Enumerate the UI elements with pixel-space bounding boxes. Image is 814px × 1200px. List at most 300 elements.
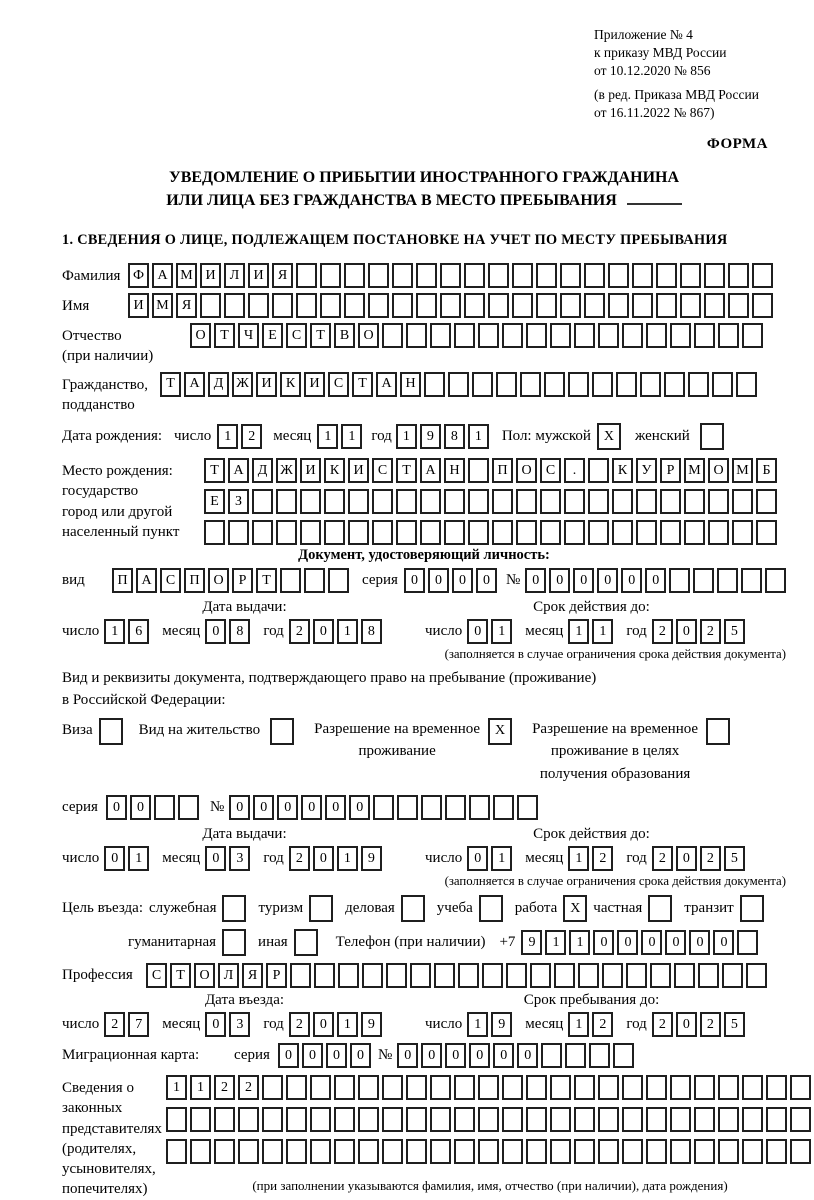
- char-cell[interactable]: 0: [349, 795, 370, 820]
- char-cell[interactable]: Ф: [128, 263, 149, 288]
- char-cell[interactable]: [632, 293, 653, 318]
- char-cell[interactable]: [632, 263, 653, 288]
- char-cell[interactable]: [420, 489, 441, 514]
- char-cell[interactable]: З: [228, 489, 249, 514]
- char-cell[interactable]: А: [152, 263, 173, 288]
- char-cell[interactable]: 0: [313, 619, 334, 644]
- char-cell[interactable]: Я: [242, 963, 263, 988]
- char-cell[interactable]: М: [732, 458, 753, 483]
- char-cell[interactable]: [372, 520, 393, 545]
- char-cell[interactable]: [622, 1107, 643, 1132]
- char-cell[interactable]: [766, 1107, 787, 1132]
- char-cell[interactable]: [396, 489, 417, 514]
- char-cell[interactable]: [742, 323, 763, 348]
- char-cell[interactable]: 0: [205, 846, 226, 871]
- char-cell[interactable]: [530, 963, 551, 988]
- char-cell[interactable]: [670, 323, 691, 348]
- char-cell[interactable]: [742, 1075, 763, 1100]
- purpose-work-checkbox[interactable]: X: [563, 895, 587, 922]
- char-cell[interactable]: [746, 963, 767, 988]
- char-cell[interactable]: [540, 520, 561, 545]
- char-cell[interactable]: 0: [106, 795, 127, 820]
- char-cell[interactable]: [454, 1139, 475, 1164]
- char-cell[interactable]: [214, 1107, 235, 1132]
- char-cell[interactable]: [612, 520, 633, 545]
- purpose-private-checkbox[interactable]: [648, 895, 672, 922]
- char-cell[interactable]: [392, 293, 413, 318]
- char-cell[interactable]: И: [304, 372, 325, 397]
- char-cell[interactable]: 8: [444, 424, 465, 449]
- char-cell[interactable]: 2: [289, 846, 310, 871]
- char-cell[interactable]: [430, 323, 451, 348]
- char-cell[interactable]: 0: [278, 1043, 299, 1068]
- char-cell[interactable]: 0: [229, 795, 250, 820]
- char-cell[interactable]: [502, 1075, 523, 1100]
- char-cell[interactable]: [397, 795, 418, 820]
- char-cell[interactable]: [584, 293, 605, 318]
- char-cell[interactable]: 1: [396, 424, 417, 449]
- temp-residence-checkbox[interactable]: X: [488, 718, 512, 745]
- char-cell[interactable]: М: [152, 293, 173, 318]
- char-cell[interactable]: [694, 1107, 715, 1132]
- char-cell[interactable]: [516, 520, 537, 545]
- char-cell[interactable]: Т: [256, 568, 277, 593]
- char-cell[interactable]: [478, 1075, 499, 1100]
- char-cell[interactable]: [526, 1075, 547, 1100]
- char-cell[interactable]: А: [136, 568, 157, 593]
- char-cell[interactable]: [406, 1139, 427, 1164]
- char-cell[interactable]: [656, 263, 677, 288]
- char-cell[interactable]: 2: [652, 1012, 673, 1037]
- char-cell[interactable]: [694, 323, 715, 348]
- char-cell[interactable]: [290, 963, 311, 988]
- char-cell[interactable]: [640, 372, 661, 397]
- char-cell[interactable]: [328, 568, 349, 593]
- char-cell[interactable]: М: [684, 458, 705, 483]
- char-cell[interactable]: [224, 293, 245, 318]
- char-cell[interactable]: 9: [491, 1012, 512, 1037]
- char-cell[interactable]: [790, 1075, 811, 1100]
- char-cell[interactable]: [286, 1107, 307, 1132]
- char-cell[interactable]: [358, 1075, 379, 1100]
- char-cell[interactable]: Т: [214, 323, 235, 348]
- char-cell[interactable]: [544, 372, 565, 397]
- char-cell[interactable]: [708, 489, 729, 514]
- char-cell[interactable]: 9: [361, 846, 382, 871]
- char-cell[interactable]: 3: [229, 1012, 250, 1037]
- char-cell[interactable]: 0: [641, 930, 662, 955]
- char-cell[interactable]: 2: [104, 1012, 125, 1037]
- sex-male-checkbox[interactable]: X: [597, 423, 621, 450]
- char-cell[interactable]: [564, 489, 585, 514]
- char-cell[interactable]: [372, 489, 393, 514]
- char-cell[interactable]: [482, 963, 503, 988]
- char-cell[interactable]: [554, 963, 575, 988]
- char-cell[interactable]: [694, 1139, 715, 1164]
- residence-permit-checkbox[interactable]: [270, 718, 294, 745]
- char-cell[interactable]: [718, 323, 739, 348]
- char-cell[interactable]: [765, 568, 786, 593]
- char-cell[interactable]: 0: [428, 568, 449, 593]
- char-cell[interactable]: [178, 795, 199, 820]
- char-cell[interactable]: Ч: [238, 323, 259, 348]
- char-cell[interactable]: [478, 1139, 499, 1164]
- char-cell[interactable]: 2: [238, 1075, 259, 1100]
- char-cell[interactable]: [742, 1139, 763, 1164]
- char-cell[interactable]: [310, 1107, 331, 1132]
- char-cell[interactable]: [488, 293, 509, 318]
- char-cell[interactable]: О: [708, 458, 729, 483]
- char-cell[interactable]: [756, 520, 777, 545]
- purpose-humanitarian-checkbox[interactable]: [222, 929, 246, 956]
- char-cell[interactable]: С: [372, 458, 393, 483]
- char-cell[interactable]: [430, 1139, 451, 1164]
- char-cell[interactable]: Н: [400, 372, 421, 397]
- char-cell[interactable]: [190, 1139, 211, 1164]
- char-cell[interactable]: 0: [313, 1012, 334, 1037]
- char-cell[interactable]: [588, 458, 609, 483]
- char-cell[interactable]: [314, 963, 335, 988]
- char-cell[interactable]: 0: [467, 846, 488, 871]
- char-cell[interactable]: [362, 963, 383, 988]
- char-cell[interactable]: [752, 263, 773, 288]
- char-cell[interactable]: Е: [262, 323, 283, 348]
- char-cell[interactable]: [526, 1139, 547, 1164]
- char-cell[interactable]: [565, 1043, 586, 1068]
- char-cell[interactable]: [502, 1139, 523, 1164]
- char-cell[interactable]: [646, 1139, 667, 1164]
- char-cell[interactable]: 0: [397, 1043, 418, 1068]
- char-cell[interactable]: 3: [229, 846, 250, 871]
- char-cell[interactable]: [448, 372, 469, 397]
- char-cell[interactable]: 2: [652, 619, 673, 644]
- char-cell[interactable]: [722, 963, 743, 988]
- char-cell[interactable]: [550, 1075, 571, 1100]
- visa-checkbox[interactable]: [99, 718, 123, 745]
- char-cell[interactable]: [502, 1107, 523, 1132]
- char-cell[interactable]: [622, 1139, 643, 1164]
- char-cell[interactable]: 0: [350, 1043, 371, 1068]
- char-cell[interactable]: О: [516, 458, 537, 483]
- char-cell[interactable]: К: [612, 458, 633, 483]
- char-cell[interactable]: 0: [302, 1043, 323, 1068]
- char-cell[interactable]: [238, 1107, 259, 1132]
- char-cell[interactable]: 1: [491, 619, 512, 644]
- char-cell[interactable]: [348, 520, 369, 545]
- char-cell[interactable]: [424, 372, 445, 397]
- char-cell[interactable]: 0: [573, 568, 594, 593]
- char-cell[interactable]: Л: [224, 263, 245, 288]
- char-cell[interactable]: [612, 489, 633, 514]
- char-cell[interactable]: 0: [645, 568, 666, 593]
- char-cell[interactable]: [248, 293, 269, 318]
- char-cell[interactable]: 5: [724, 846, 745, 871]
- char-cell[interactable]: И: [256, 372, 277, 397]
- char-cell[interactable]: 0: [313, 846, 334, 871]
- char-cell[interactable]: 2: [700, 846, 721, 871]
- char-cell[interactable]: [344, 293, 365, 318]
- char-cell[interactable]: [728, 293, 749, 318]
- char-cell[interactable]: 7: [128, 1012, 149, 1037]
- char-cell[interactable]: [756, 489, 777, 514]
- char-cell[interactable]: Н: [444, 458, 465, 483]
- char-cell[interactable]: [560, 263, 581, 288]
- char-cell[interactable]: 0: [617, 930, 638, 955]
- char-cell[interactable]: Р: [660, 458, 681, 483]
- char-cell[interactable]: 0: [130, 795, 151, 820]
- char-cell[interactable]: П: [184, 568, 205, 593]
- char-cell[interactable]: [656, 293, 677, 318]
- char-cell[interactable]: [670, 1139, 691, 1164]
- char-cell[interactable]: 1: [568, 846, 589, 871]
- char-cell[interactable]: [430, 1107, 451, 1132]
- char-cell[interactable]: 9: [361, 1012, 382, 1037]
- char-cell[interactable]: [536, 263, 557, 288]
- char-cell[interactable]: 2: [700, 1012, 721, 1037]
- char-cell[interactable]: 8: [229, 619, 250, 644]
- char-cell[interactable]: [406, 1107, 427, 1132]
- char-cell[interactable]: [454, 323, 475, 348]
- char-cell[interactable]: [588, 489, 609, 514]
- char-cell[interactable]: 0: [525, 568, 546, 593]
- char-cell[interactable]: [382, 1107, 403, 1132]
- char-cell[interactable]: [704, 293, 725, 318]
- char-cell[interactable]: [493, 795, 514, 820]
- char-cell[interactable]: [766, 1075, 787, 1100]
- char-cell[interactable]: 1: [190, 1075, 211, 1100]
- char-cell[interactable]: 0: [277, 795, 298, 820]
- char-cell[interactable]: Е: [204, 489, 225, 514]
- char-cell[interactable]: [526, 323, 547, 348]
- char-cell[interactable]: [613, 1043, 634, 1068]
- char-cell[interactable]: [416, 293, 437, 318]
- char-cell[interactable]: И: [128, 293, 149, 318]
- char-cell[interactable]: [200, 293, 221, 318]
- char-cell[interactable]: [272, 293, 293, 318]
- char-cell[interactable]: 1: [468, 424, 489, 449]
- char-cell[interactable]: [502, 323, 523, 348]
- char-cell[interactable]: [204, 520, 225, 545]
- char-cell[interactable]: [334, 1075, 355, 1100]
- char-cell[interactable]: 0: [452, 568, 473, 593]
- char-cell[interactable]: 0: [713, 930, 734, 955]
- char-cell[interactable]: [320, 293, 341, 318]
- char-cell[interactable]: 0: [593, 930, 614, 955]
- char-cell[interactable]: [492, 520, 513, 545]
- char-cell[interactable]: 0: [665, 930, 686, 955]
- temp-residence-education-checkbox[interactable]: [706, 718, 730, 745]
- char-cell[interactable]: 0: [404, 568, 425, 593]
- char-cell[interactable]: 0: [621, 568, 642, 593]
- char-cell[interactable]: 1: [128, 846, 149, 871]
- purpose-other-checkbox[interactable]: [294, 929, 318, 956]
- char-cell[interactable]: [708, 520, 729, 545]
- char-cell[interactable]: [262, 1107, 283, 1132]
- char-cell[interactable]: О: [358, 323, 379, 348]
- char-cell[interactable]: Ж: [232, 372, 253, 397]
- char-cell[interactable]: [560, 293, 581, 318]
- char-cell[interactable]: [646, 323, 667, 348]
- char-cell[interactable]: [368, 263, 389, 288]
- char-cell[interactable]: [732, 489, 753, 514]
- char-cell[interactable]: [421, 795, 442, 820]
- char-cell[interactable]: [458, 963, 479, 988]
- char-cell[interactable]: [445, 795, 466, 820]
- char-cell[interactable]: А: [420, 458, 441, 483]
- char-cell[interactable]: [324, 489, 345, 514]
- char-cell[interactable]: [440, 293, 461, 318]
- char-cell[interactable]: [680, 293, 701, 318]
- char-cell[interactable]: [300, 489, 321, 514]
- char-cell[interactable]: [602, 963, 623, 988]
- char-cell[interactable]: [646, 1075, 667, 1100]
- char-cell[interactable]: Д: [252, 458, 273, 483]
- char-cell[interactable]: [516, 489, 537, 514]
- char-cell[interactable]: О: [190, 323, 211, 348]
- char-cell[interactable]: [684, 520, 705, 545]
- purpose-transit-checkbox[interactable]: [740, 895, 764, 922]
- char-cell[interactable]: [496, 372, 517, 397]
- char-cell[interactable]: 1: [545, 930, 566, 955]
- char-cell[interactable]: [228, 520, 249, 545]
- char-cell[interactable]: [420, 520, 441, 545]
- char-cell[interactable]: [598, 1139, 619, 1164]
- char-cell[interactable]: [492, 489, 513, 514]
- char-cell[interactable]: [214, 1139, 235, 1164]
- char-cell[interactable]: 1: [337, 1012, 358, 1037]
- char-cell[interactable]: 0: [597, 568, 618, 593]
- char-cell[interactable]: 9: [521, 930, 542, 955]
- char-cell[interactable]: Я: [176, 293, 197, 318]
- char-cell[interactable]: [238, 1139, 259, 1164]
- char-cell[interactable]: 0: [467, 619, 488, 644]
- char-cell[interactable]: [276, 489, 297, 514]
- char-cell[interactable]: [386, 963, 407, 988]
- char-cell[interactable]: [540, 489, 561, 514]
- char-cell[interactable]: 0: [469, 1043, 490, 1068]
- char-cell[interactable]: [732, 520, 753, 545]
- char-cell[interactable]: [464, 293, 485, 318]
- char-cell[interactable]: [286, 1075, 307, 1100]
- char-cell[interactable]: 0: [301, 795, 322, 820]
- char-cell[interactable]: 0: [517, 1043, 538, 1068]
- char-cell[interactable]: 0: [676, 1012, 697, 1037]
- char-cell[interactable]: [406, 1075, 427, 1100]
- char-cell[interactable]: П: [112, 568, 133, 593]
- char-cell[interactable]: 1: [491, 846, 512, 871]
- char-cell[interactable]: А: [376, 372, 397, 397]
- char-cell[interactable]: [698, 963, 719, 988]
- char-cell[interactable]: [592, 372, 613, 397]
- char-cell[interactable]: [252, 520, 273, 545]
- char-cell[interactable]: [488, 263, 509, 288]
- char-cell[interactable]: [166, 1139, 187, 1164]
- char-cell[interactable]: [712, 372, 733, 397]
- char-cell[interactable]: [550, 323, 571, 348]
- char-cell[interactable]: [334, 1107, 355, 1132]
- char-cell[interactable]: Л: [218, 963, 239, 988]
- char-cell[interactable]: И: [300, 458, 321, 483]
- char-cell[interactable]: [636, 520, 657, 545]
- char-cell[interactable]: [434, 963, 455, 988]
- char-cell[interactable]: С: [160, 568, 181, 593]
- char-cell[interactable]: 0: [326, 1043, 347, 1068]
- char-cell[interactable]: [688, 372, 709, 397]
- char-cell[interactable]: [670, 1075, 691, 1100]
- char-cell[interactable]: П: [492, 458, 513, 483]
- char-cell[interactable]: [454, 1107, 475, 1132]
- char-cell[interactable]: [468, 520, 489, 545]
- char-cell[interactable]: [296, 293, 317, 318]
- char-cell[interactable]: [276, 520, 297, 545]
- char-cell[interactable]: [338, 963, 359, 988]
- char-cell[interactable]: [598, 1107, 619, 1132]
- char-cell[interactable]: 1: [568, 1012, 589, 1037]
- char-cell[interactable]: [588, 520, 609, 545]
- char-cell[interactable]: [741, 568, 762, 593]
- char-cell[interactable]: 1: [568, 619, 589, 644]
- char-cell[interactable]: И: [348, 458, 369, 483]
- char-cell[interactable]: [664, 372, 685, 397]
- char-cell[interactable]: 2: [289, 1012, 310, 1037]
- char-cell[interactable]: Ж: [276, 458, 297, 483]
- char-cell[interactable]: [736, 372, 757, 397]
- char-cell[interactable]: [440, 263, 461, 288]
- char-cell[interactable]: [368, 293, 389, 318]
- char-cell[interactable]: [416, 263, 437, 288]
- char-cell[interactable]: [396, 520, 417, 545]
- char-cell[interactable]: [646, 1107, 667, 1132]
- char-cell[interactable]: [296, 263, 317, 288]
- char-cell[interactable]: Р: [232, 568, 253, 593]
- char-cell[interactable]: 2: [592, 1012, 613, 1037]
- char-cell[interactable]: [636, 489, 657, 514]
- char-cell[interactable]: [506, 963, 527, 988]
- char-cell[interactable]: [286, 1139, 307, 1164]
- char-cell[interactable]: 0: [676, 619, 697, 644]
- char-cell[interactable]: 0: [205, 1012, 226, 1037]
- purpose-study-checkbox[interactable]: [479, 895, 503, 922]
- char-cell[interactable]: 6: [128, 619, 149, 644]
- char-cell[interactable]: А: [228, 458, 249, 483]
- char-cell[interactable]: [444, 520, 465, 545]
- char-cell[interactable]: [718, 1107, 739, 1132]
- char-cell[interactable]: [304, 568, 325, 593]
- char-cell[interactable]: [574, 1139, 595, 1164]
- char-cell[interactable]: [568, 372, 589, 397]
- char-cell[interactable]: [541, 1043, 562, 1068]
- char-cell[interactable]: [478, 1107, 499, 1132]
- char-cell[interactable]: [718, 1075, 739, 1100]
- char-cell[interactable]: [444, 489, 465, 514]
- char-cell[interactable]: [728, 263, 749, 288]
- char-cell[interactable]: [334, 1139, 355, 1164]
- char-cell[interactable]: [550, 1139, 571, 1164]
- char-cell[interactable]: [660, 489, 681, 514]
- char-cell[interactable]: 0: [676, 846, 697, 871]
- char-cell[interactable]: [766, 1139, 787, 1164]
- char-cell[interactable]: 1: [217, 424, 238, 449]
- char-cell[interactable]: 1: [104, 619, 125, 644]
- char-cell[interactable]: [468, 489, 489, 514]
- char-cell[interactable]: [526, 1107, 547, 1132]
- char-cell[interactable]: 1: [337, 846, 358, 871]
- char-cell[interactable]: [680, 263, 701, 288]
- char-cell[interactable]: Т: [352, 372, 373, 397]
- char-cell[interactable]: 9: [420, 424, 441, 449]
- char-cell[interactable]: У: [636, 458, 657, 483]
- char-cell[interactable]: Д: [208, 372, 229, 397]
